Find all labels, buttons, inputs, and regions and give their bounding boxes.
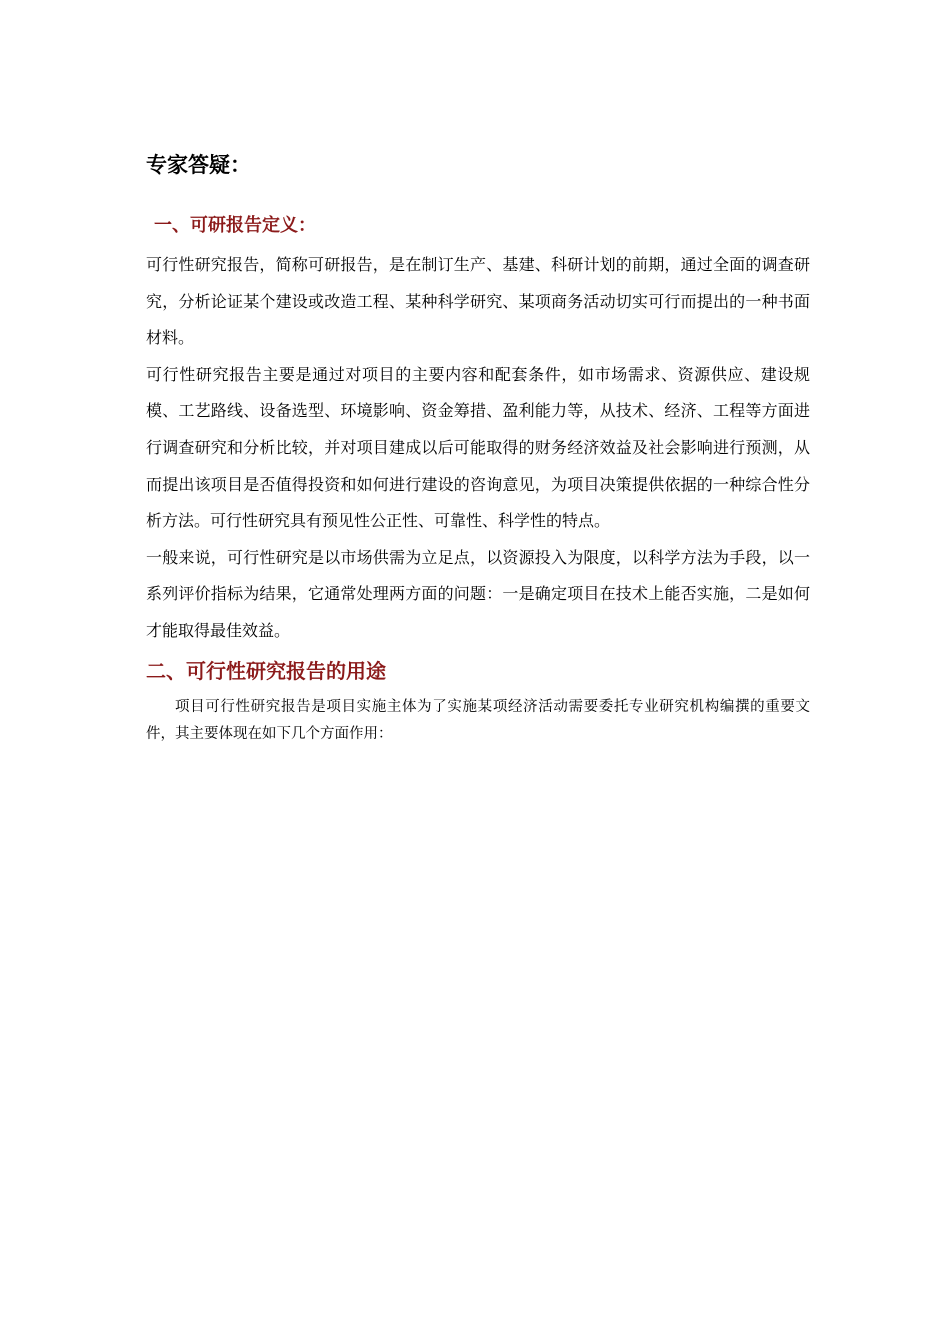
document-title: 专家答疑： [146,153,251,177]
section-2-paragraph: 项目可行性研究报告是项目实施主体为了实施某项经济活动需要委托专业研究机构编撰的重要文件，其主要体现在如下几个方面作用： [146,698,810,742]
section-2-heading: 二、可行性研究报告的用途 [146,658,386,683]
section-1-paragraph-2: 可行性研究报告主要是通过对项目的主要内容和配套条件，如市场需求、资源供应、建设规模、工艺路线、设备选型、环境影响、资金筹措、盈利能力等，从技术、经济、工程等方面进行调查研究和分析比较，并对项目建成以后可能取得的财务经济效益及社会影响进行预测，从而提出该项目是否值得投资和如何进行建设的咨询意见，为项目决策提供依据的一种综合性分析方法。可行性研究具有预见性公正性、可靠性、科学性的特点。 [146,364,810,531]
section-1-paragraph-1: 可行性研究报告，简称可研报告，是在制订生产、基建、科研计划的前期，通过全面的调查研究，分析论证某个建设或改造工程、某种科学研究、某项商务活动切实可行而提出的一种书面材料。 [146,255,810,348]
document-body [146,148,810,748]
section-1-heading: 一、可研报告定义： [154,215,316,236]
section-1-paragraph-3: 一般来说，可行性研究是以市场供需为立足点，以资源投入为限度，以科学方法为手段，以一系列评价指标为结果，它通常处理两方面的问题：一是确定项目在技术上能否实施，二是如何才能取得最佳效益。 [146,547,810,640]
